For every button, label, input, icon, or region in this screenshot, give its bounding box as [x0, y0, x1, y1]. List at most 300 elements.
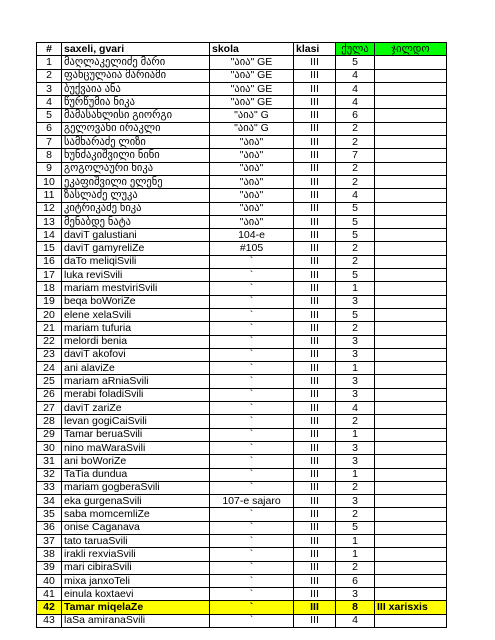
cell-school: "აია"	[210, 215, 294, 228]
cell-name: melordi benia	[62, 335, 210, 348]
cell-note	[375, 495, 447, 508]
cell-name: გელოვანი ირაკლი	[62, 122, 210, 135]
header-row	[37, 43, 447, 56]
cell-klasi: III	[294, 534, 336, 547]
cell-name: daviT akofovi	[62, 348, 210, 361]
cell-name: irakli rexviaSvili	[62, 548, 210, 561]
cell-score: 2	[336, 415, 375, 428]
cell-num: 9	[37, 162, 62, 175]
table-row	[37, 175, 447, 188]
cell-school: `	[210, 282, 294, 295]
cell-num: 41	[37, 588, 62, 601]
cell-school: "აია"	[210, 202, 294, 215]
cell-note	[375, 388, 447, 401]
cell-school: `	[210, 441, 294, 454]
cell-note	[375, 441, 447, 454]
cell-school: `	[210, 348, 294, 361]
cell-num: 12	[37, 202, 62, 215]
header-name: saxeli, gvari	[62, 43, 210, 56]
cell-num: 25	[37, 375, 62, 388]
cell-name: ბუქვაია ანა	[62, 82, 210, 95]
cell-note	[375, 215, 447, 228]
cell-num: 35	[37, 508, 62, 521]
cell-name: გოგოლაური ნიკა	[62, 162, 210, 175]
cell-score: 5	[336, 269, 375, 282]
cell-name: eka gurgenaSvili	[62, 495, 210, 508]
cell-school: #105	[210, 242, 294, 255]
cell-klasi: III	[294, 402, 336, 415]
table-row	[37, 614, 447, 627]
cell-score: 4	[336, 614, 375, 627]
cell-num: 37	[37, 534, 62, 547]
cell-score: 3	[336, 388, 375, 401]
cell-name: ეკაფიშვილი ელენე	[62, 175, 210, 188]
cell-note	[375, 508, 447, 521]
cell-klasi: III	[294, 508, 336, 521]
cell-score: 2	[336, 481, 375, 494]
cell-name: onise Caganava	[62, 521, 210, 534]
cell-klasi: III	[294, 229, 336, 242]
table-row	[37, 521, 447, 534]
table-row	[37, 322, 447, 335]
cell-score: 4	[336, 69, 375, 82]
cell-school: `	[210, 534, 294, 547]
cell-school: "აია" GE	[210, 82, 294, 95]
table-row	[37, 242, 447, 255]
table-row	[37, 202, 447, 215]
cell-klasi: III	[294, 109, 336, 122]
cell-note	[375, 534, 447, 547]
cell-name: nino maWaraSvili	[62, 441, 210, 454]
cell-note	[375, 149, 447, 162]
cell-score: 3	[336, 375, 375, 388]
cell-klasi: III	[294, 468, 336, 481]
cell-num: 4	[37, 96, 62, 109]
cell-note	[375, 415, 447, 428]
cell-note	[375, 189, 447, 202]
cell-name: ani alaviZe	[62, 362, 210, 375]
cell-num: 32	[37, 468, 62, 481]
cell-school: `	[210, 548, 294, 561]
cell-score: 3	[336, 588, 375, 601]
cell-score: 1	[336, 362, 375, 375]
cell-num: 16	[37, 255, 62, 268]
table-row	[37, 162, 447, 175]
cell-score: 2	[336, 322, 375, 335]
table-row	[37, 375, 447, 388]
cell-name: Tamar miqelaZe	[62, 601, 210, 614]
cell-note	[375, 521, 447, 534]
cell-num: 6	[37, 122, 62, 135]
cell-note	[375, 574, 447, 587]
cell-klasi: III	[294, 348, 336, 361]
cell-note	[375, 348, 447, 361]
cell-score: 1	[336, 428, 375, 441]
cell-school: "აია" GE	[210, 96, 294, 109]
cell-name: daviT galustiani	[62, 229, 210, 242]
cell-note	[375, 69, 447, 82]
cell-school: 107-e sajaro	[210, 495, 294, 508]
cell-klasi: III	[294, 269, 336, 282]
table-row	[37, 601, 447, 614]
table-row	[37, 229, 447, 242]
cell-name: ხუნძაკიშვილი ნინი	[62, 149, 210, 162]
cell-note	[375, 136, 447, 149]
cell-num: 17	[37, 269, 62, 282]
cell-school: `	[210, 468, 294, 481]
cell-klasi: III	[294, 561, 336, 574]
cell-name: ani boWoriZe	[62, 455, 210, 468]
cell-klasi: III	[294, 388, 336, 401]
cell-score: 2	[336, 175, 375, 188]
cell-score: 8	[336, 601, 375, 614]
table-row	[37, 335, 447, 348]
cell-klasi: III	[294, 614, 336, 627]
cell-note	[375, 229, 447, 242]
cell-school: `	[210, 269, 294, 282]
cell-klasi: III	[294, 362, 336, 375]
cell-klasi: III	[294, 415, 336, 428]
cell-score: 5	[336, 215, 375, 228]
header-klasi: klasi	[294, 43, 336, 56]
cell-num: 42	[37, 601, 62, 614]
cell-klasi: III	[294, 574, 336, 587]
table-row	[37, 534, 447, 547]
table-row	[37, 481, 447, 494]
cell-score: 2	[336, 122, 375, 135]
cell-note	[375, 375, 447, 388]
cell-note	[375, 588, 447, 601]
cell-score: 1	[336, 282, 375, 295]
cell-note	[375, 56, 447, 69]
table-row	[37, 149, 447, 162]
cell-name: tato taruaSvili	[62, 534, 210, 547]
cell-klasi: III	[294, 428, 336, 441]
cell-name: mariam mestviriSvili	[62, 282, 210, 295]
cell-klasi: III	[294, 322, 336, 335]
cell-note	[375, 175, 447, 188]
cell-school: "აია" G	[210, 109, 294, 122]
cell-num: 7	[37, 136, 62, 149]
cell-klasi: III	[294, 335, 336, 348]
cell-note	[375, 122, 447, 135]
cell-score: 2	[336, 561, 375, 574]
table-row	[37, 295, 447, 308]
cell-note	[375, 455, 447, 468]
cell-school: `	[210, 481, 294, 494]
cell-klasi: III	[294, 82, 336, 95]
cell-school: `	[210, 561, 294, 574]
cell-name: mari cibiraSvili	[62, 561, 210, 574]
cell-note	[375, 561, 447, 574]
cell-name: daviT zariZe	[62, 402, 210, 415]
cell-klasi: III	[294, 282, 336, 295]
cell-num: 21	[37, 322, 62, 335]
cell-num: 10	[37, 175, 62, 188]
table-row	[37, 548, 447, 561]
cell-name: ზასლაძე ლუკა	[62, 189, 210, 202]
cell-name: beqa boWoriZe	[62, 295, 210, 308]
cell-score: 2	[336, 242, 375, 255]
table-row	[37, 109, 447, 122]
cell-note	[375, 202, 447, 215]
cell-score: 4	[336, 402, 375, 415]
cell-klasi: III	[294, 295, 336, 308]
table-row	[37, 362, 447, 375]
cell-score: 4	[336, 82, 375, 95]
cell-num: 27	[37, 402, 62, 415]
cell-klasi: III	[294, 56, 336, 69]
cell-school: `	[210, 508, 294, 521]
cell-school: `	[210, 362, 294, 375]
cell-name: daviT gamyreliZe	[62, 242, 210, 255]
cell-name: saba momcemliZe	[62, 508, 210, 521]
cell-score: 3	[336, 335, 375, 348]
cell-score: 5	[336, 308, 375, 321]
cell-score: 5	[336, 56, 375, 69]
cell-name: მამასახლისი გიორგი	[62, 109, 210, 122]
cell-school: `	[210, 402, 294, 415]
cell-klasi: III	[294, 136, 336, 149]
cell-note	[375, 255, 447, 268]
cell-note	[375, 242, 447, 255]
cell-klasi: III	[294, 601, 336, 614]
cell-num: 40	[37, 574, 62, 587]
table-row	[37, 468, 447, 481]
cell-num: 5	[37, 109, 62, 122]
cell-score: 1	[336, 534, 375, 547]
cell-note	[375, 481, 447, 494]
cell-klasi: III	[294, 189, 336, 202]
cell-note	[375, 402, 447, 415]
cell-school: 104-e	[210, 229, 294, 242]
table-row	[37, 82, 447, 95]
cell-name: laSa amiranaSvili	[62, 614, 210, 627]
cell-klasi: III	[294, 122, 336, 135]
cell-school: "აია"	[210, 136, 294, 149]
cell-name: merabi foladiSvili	[62, 388, 210, 401]
cell-num: 43	[37, 614, 62, 627]
cell-name: elene xelaSvili	[62, 308, 210, 321]
table-row	[37, 189, 447, 202]
cell-school: `	[210, 614, 294, 627]
cell-school: "აია" G	[210, 122, 294, 135]
table-row	[37, 255, 447, 268]
cell-score: 1	[336, 468, 375, 481]
table-row	[37, 402, 447, 415]
cell-school: "აია"	[210, 175, 294, 188]
cell-num: 30	[37, 441, 62, 454]
cell-score: 4	[336, 189, 375, 202]
cell-num: 26	[37, 388, 62, 401]
cell-school: "აია"	[210, 149, 294, 162]
cell-school: "აია"	[210, 189, 294, 202]
header-num: #	[37, 43, 62, 56]
cell-klasi: III	[294, 481, 336, 494]
cell-klasi: III	[294, 162, 336, 175]
cell-note	[375, 109, 447, 122]
cell-name: mixa janxoTeli	[62, 574, 210, 587]
cell-klasi: III	[294, 455, 336, 468]
cell-num: 31	[37, 455, 62, 468]
cell-klasi: III	[294, 215, 336, 228]
cell-note	[375, 96, 447, 109]
header-school: skola	[210, 43, 294, 56]
cell-school: `	[210, 428, 294, 441]
cell-num: 36	[37, 521, 62, 534]
cell-num: 14	[37, 229, 62, 242]
cell-school: `	[210, 415, 294, 428]
cell-score: 3	[336, 495, 375, 508]
table-row	[37, 136, 447, 149]
cell-klasi: III	[294, 441, 336, 454]
cell-school: `	[210, 601, 294, 614]
cell-school: `	[210, 308, 294, 321]
cell-name: Tamar beruaSvili	[62, 428, 210, 441]
table-row	[37, 428, 447, 441]
cell-klasi: III	[294, 96, 336, 109]
cell-note	[375, 548, 447, 561]
cell-school: "აია" GE	[210, 69, 294, 82]
cell-num: 11	[37, 189, 62, 202]
cell-note: III xarisxis	[375, 601, 447, 614]
table-row	[37, 388, 447, 401]
cell-school: `	[210, 375, 294, 388]
cell-num: 18	[37, 282, 62, 295]
cell-num: 24	[37, 362, 62, 375]
cell-klasi: III	[294, 495, 336, 508]
cell-num: 23	[37, 348, 62, 361]
table-row	[37, 122, 447, 135]
cell-score: 2	[336, 136, 375, 149]
cell-score: 2	[336, 255, 375, 268]
cell-name: mariam aRniaSvili	[62, 375, 210, 388]
cell-name: მაღლაკელიძე მარი	[62, 56, 210, 69]
cell-note	[375, 322, 447, 335]
cell-score: 3	[336, 295, 375, 308]
cell-num: 3	[37, 82, 62, 95]
cell-note	[375, 614, 447, 627]
cell-school: `	[210, 455, 294, 468]
cell-note	[375, 428, 447, 441]
cell-num: 2	[37, 69, 62, 82]
cell-num: 8	[37, 149, 62, 162]
cell-num: 15	[37, 242, 62, 255]
cell-name: luka reviSvili	[62, 269, 210, 282]
cell-num: 34	[37, 495, 62, 508]
table-row	[37, 96, 447, 109]
cell-score: 5	[336, 229, 375, 242]
table-row	[37, 308, 447, 321]
table-row	[37, 69, 447, 82]
cell-num: 1	[37, 56, 62, 69]
cell-note	[375, 468, 447, 481]
table-row	[37, 415, 447, 428]
cell-klasi: III	[294, 69, 336, 82]
cell-klasi: III	[294, 375, 336, 388]
cell-name: levan gogiCaiSvili	[62, 415, 210, 428]
cell-score: 6	[336, 574, 375, 587]
cell-school: `	[210, 574, 294, 587]
cell-num: 28	[37, 415, 62, 428]
cell-klasi: III	[294, 175, 336, 188]
cell-num: 20	[37, 308, 62, 321]
cell-note	[375, 362, 447, 375]
cell-klasi: III	[294, 588, 336, 601]
cell-klasi: III	[294, 242, 336, 255]
cell-name: TaTia dundua	[62, 468, 210, 481]
cell-note	[375, 82, 447, 95]
cell-school: `	[210, 588, 294, 601]
table-row	[37, 508, 447, 521]
cell-score: 5	[336, 202, 375, 215]
cell-name: ფანცულაია მარიამი	[62, 69, 210, 82]
cell-score: 7	[336, 149, 375, 162]
table-row	[37, 588, 447, 601]
cell-name: წურწუმია ნიკა	[62, 96, 210, 109]
table-row	[37, 561, 447, 574]
table-row	[37, 56, 447, 69]
cell-score: 5	[336, 521, 375, 534]
cell-note	[375, 295, 447, 308]
table-row	[37, 455, 447, 468]
cell-school: `	[210, 322, 294, 335]
cell-score: 2	[336, 508, 375, 521]
results-table	[36, 42, 447, 628]
cell-note	[375, 269, 447, 282]
cell-school: `	[210, 255, 294, 268]
table-row	[37, 269, 447, 282]
cell-name: daTo meliqiSvili	[62, 255, 210, 268]
cell-school: `	[210, 521, 294, 534]
cell-score: 6	[336, 109, 375, 122]
cell-klasi: III	[294, 548, 336, 561]
table-row	[37, 215, 447, 228]
cell-note	[375, 308, 447, 321]
cell-name: einula koxtaevi	[62, 588, 210, 601]
cell-score: 2	[336, 162, 375, 175]
cell-klasi: III	[294, 149, 336, 162]
table-row	[37, 574, 447, 587]
table-row	[37, 441, 447, 454]
cell-num: 19	[37, 295, 62, 308]
cell-school: "აია"	[210, 162, 294, 175]
header-note: ჯილდო	[375, 43, 447, 56]
table-row	[37, 495, 447, 508]
cell-name: სამხარაძე ლიზი	[62, 136, 210, 149]
cell-klasi: III	[294, 308, 336, 321]
cell-note	[375, 335, 447, 348]
header-score: ქულა	[336, 43, 375, 56]
cell-score: 3	[336, 455, 375, 468]
cell-klasi: III	[294, 255, 336, 268]
table-row	[37, 348, 447, 361]
cell-num: 33	[37, 481, 62, 494]
cell-score: 3	[336, 348, 375, 361]
cell-score: 1	[336, 548, 375, 561]
cell-school: `	[210, 295, 294, 308]
cell-num: 13	[37, 215, 62, 228]
cell-num: 38	[37, 548, 62, 561]
cell-school: `	[210, 388, 294, 401]
table-row	[37, 282, 447, 295]
cell-score: 3	[336, 441, 375, 454]
cell-note	[375, 282, 447, 295]
cell-num: 39	[37, 561, 62, 574]
cell-school: `	[210, 335, 294, 348]
cell-score: 4	[336, 96, 375, 109]
cell-name: კიტრიკაძე ნიკა	[62, 202, 210, 215]
